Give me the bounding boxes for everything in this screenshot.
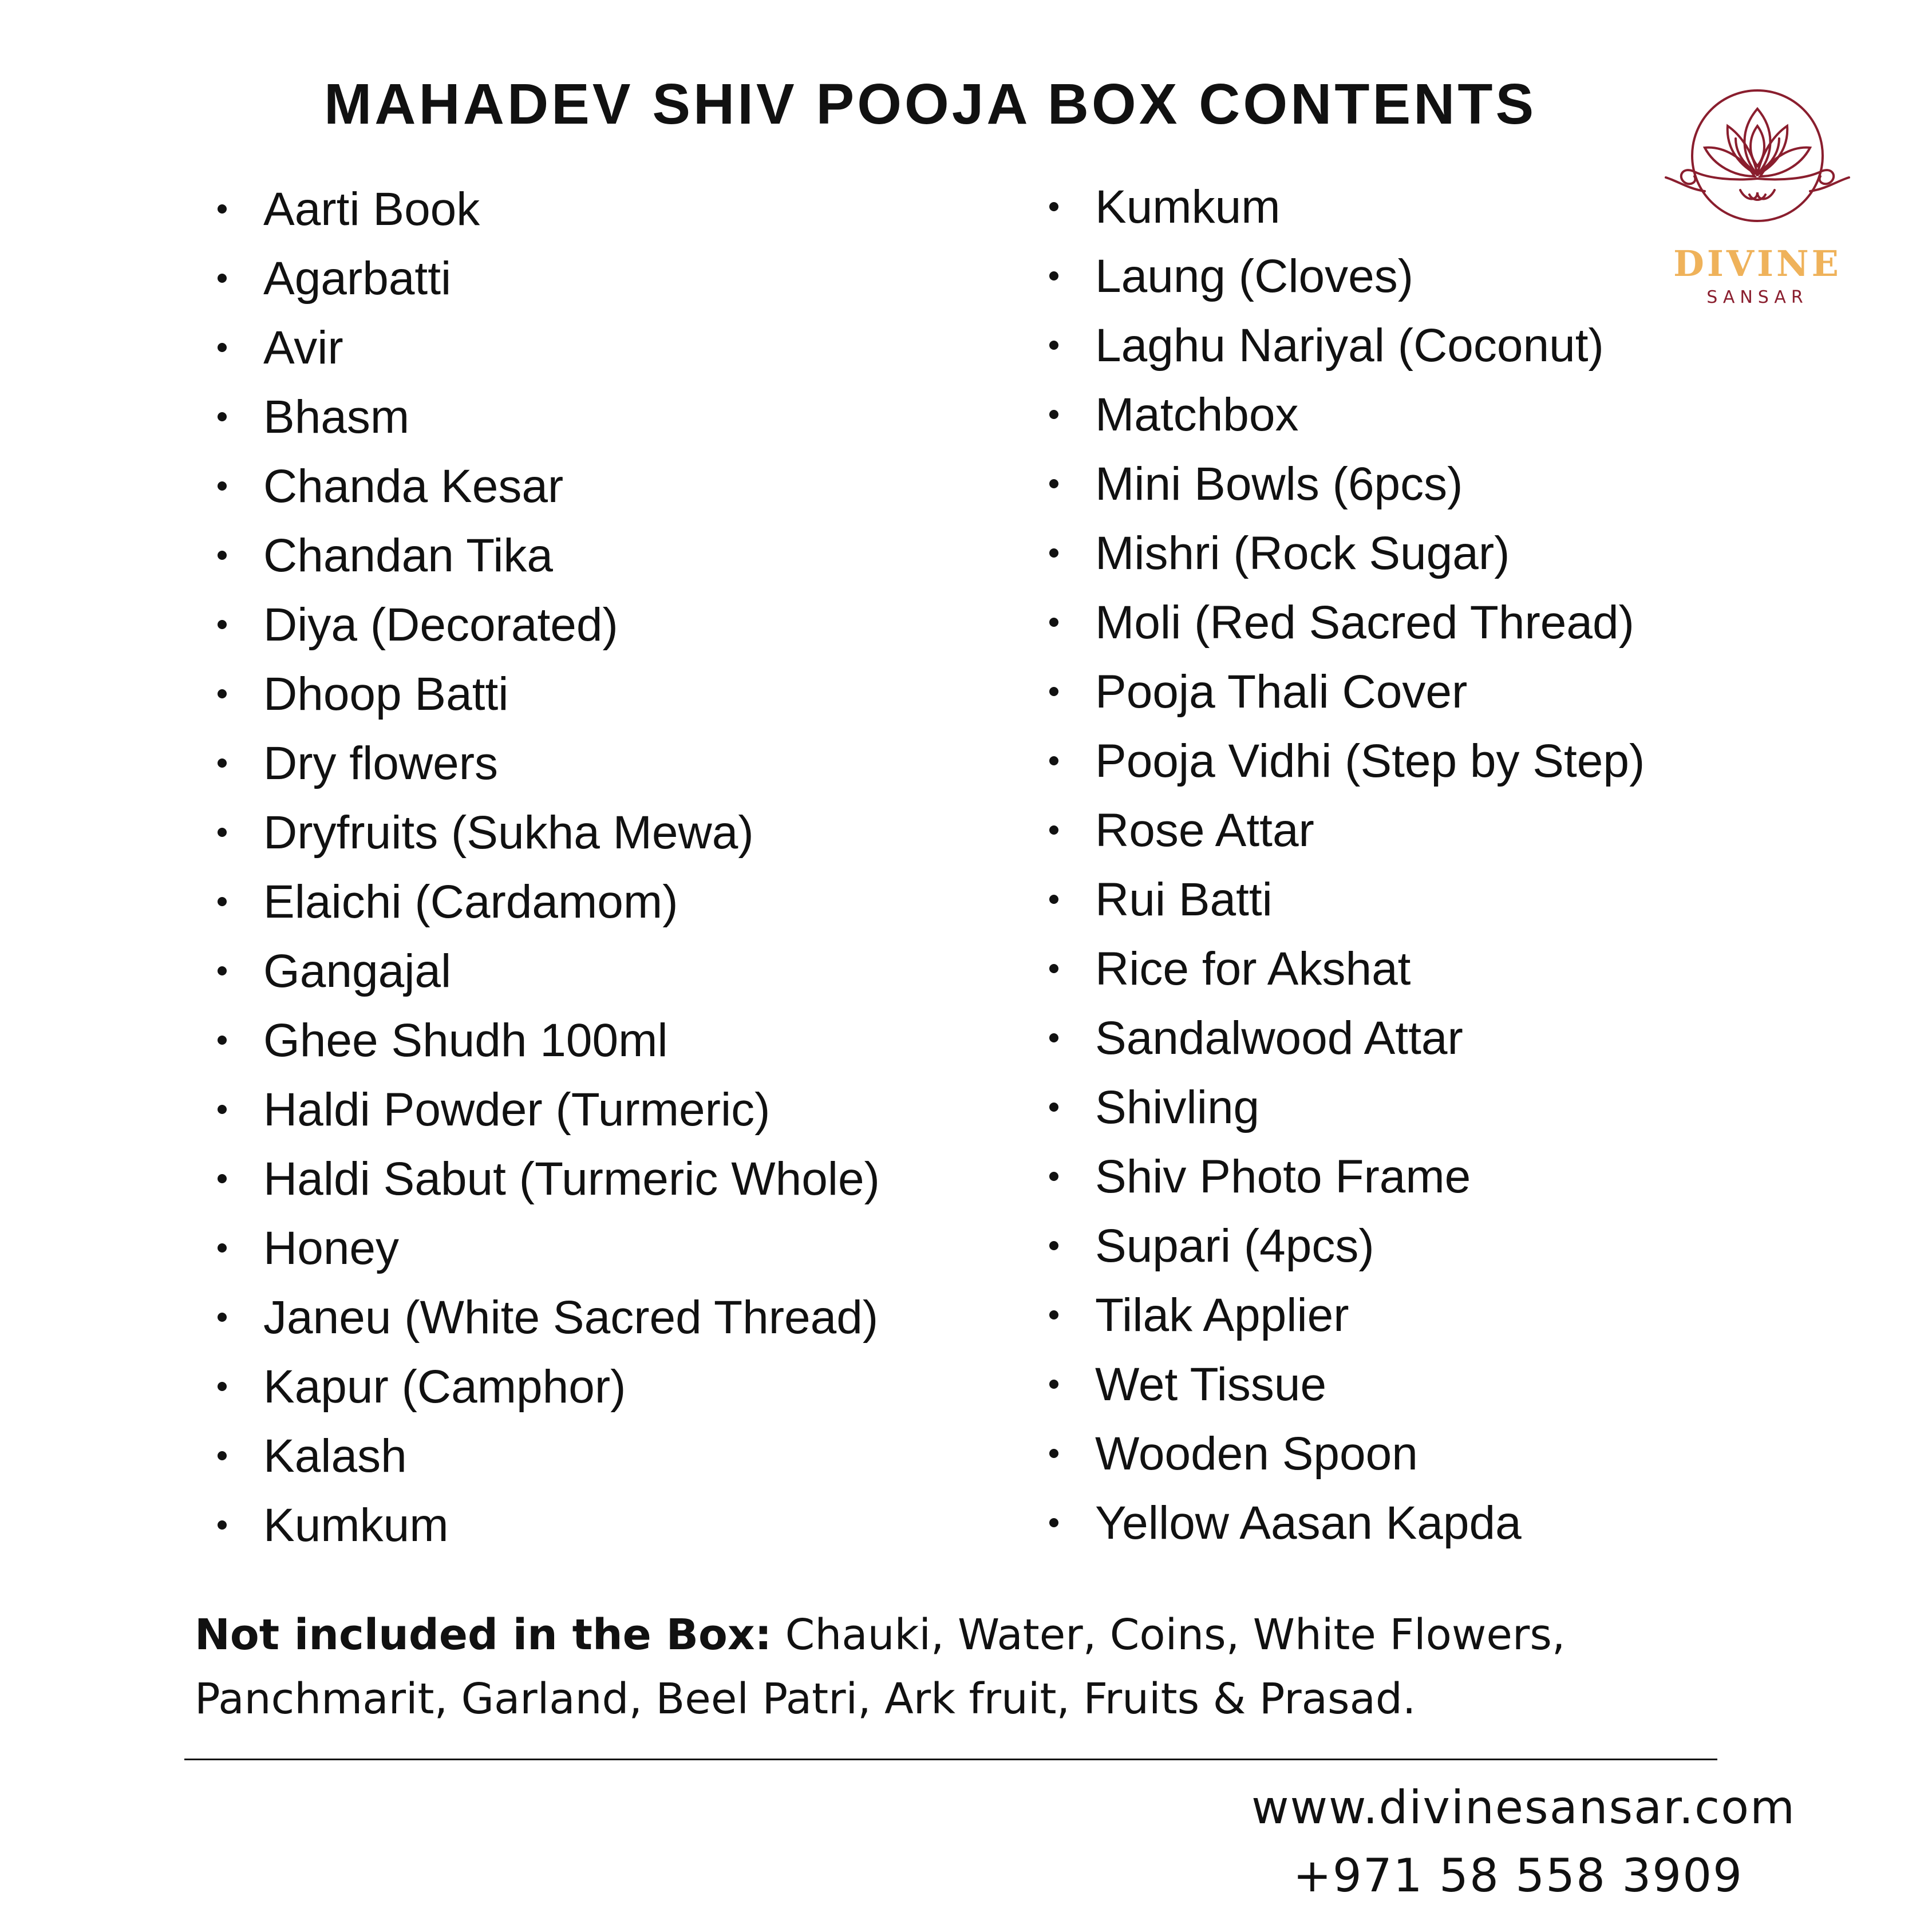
list-item: Diya (Decorated) [218, 590, 880, 659]
list-item: Kapur (Camphor) [218, 1352, 880, 1421]
list-item: Yellow Aasan Kapda [1049, 1488, 1645, 1558]
list-item: Shivling [1049, 1073, 1645, 1142]
list-item: Dhoop Batti [218, 659, 880, 729]
list-item: Gangajal [218, 937, 880, 1006]
list-item: Moli (Red Sacred Thread) [1049, 588, 1645, 657]
list-item: Ghee Shudh 100ml [218, 1006, 880, 1075]
list-item: Haldi Powder (Turmeric) [218, 1075, 880, 1144]
list-item: Chandan Tika [218, 521, 880, 590]
brand-name-divine: DIVINE [1673, 243, 1842, 285]
not-included-text: Chauki, Water, Coins, White Flowers, Panchmarit, Garland, Beel Patri, Ark fruit, Fruits & Prasad. [195, 1610, 1566, 1724]
list-item: Rose Attar [1049, 796, 1645, 865]
list-item: Bhasm [218, 382, 880, 452]
not-included-note [195, 1603, 1740, 1731]
list-item: Sandalwood Attar [1049, 1003, 1645, 1073]
list-item: Pooja Vidhi (Step by Step) [1049, 726, 1645, 796]
list-item: Mini Bowls (6pcs) [1049, 449, 1645, 519]
brand-name-sansar: SANSAR [1706, 287, 1808, 307]
contents-list-right [1049, 172, 1645, 1558]
list-item: Aarti Book [218, 175, 880, 244]
list-item: Shiv Photo Frame [1049, 1142, 1645, 1211]
list-item: Dryfruits (Sukha Mewa) [218, 798, 880, 867]
divider [184, 1759, 1717, 1760]
list-item: Kalash [218, 1421, 880, 1491]
list-item: Kumkum [1049, 172, 1645, 242]
list-item: Supari (4pcs) [1049, 1211, 1645, 1281]
list-item: Chanda Kesar [218, 452, 880, 521]
list-item: Agarbatti [218, 244, 880, 313]
list-item: Wet Tissue [1049, 1350, 1645, 1419]
website-link[interactable]: www.divinesansar.com [1251, 1781, 1796, 1834]
list-item: Rui Batti [1049, 865, 1645, 934]
list-item: Tilak Applier [1049, 1281, 1645, 1350]
list-item: Honey [218, 1214, 880, 1283]
brand-logo [1654, 80, 1860, 321]
list-item: Janeu (White Sacred Thread) [218, 1283, 880, 1352]
list-item: Dry flowers [218, 729, 880, 798]
list-item: Pooja Thali Cover [1049, 657, 1645, 726]
list-item: Laghu Nariyal (Coconut) [1049, 311, 1645, 380]
list-item: Mishri (Rock Sugar) [1049, 519, 1645, 588]
list-item: Wooden Spoon [1049, 1419, 1645, 1488]
list-item: Matchbox [1049, 380, 1645, 449]
lotus-icon [1654, 80, 1860, 240]
list-item: Kumkum [218, 1491, 880, 1560]
contents-list-left [218, 175, 880, 1560]
list-item: Rice for Akshat [1049, 934, 1645, 1003]
phone-number[interactable]: +971 58 558 3909 [1293, 1849, 1743, 1902]
list-item: Laung (Cloves) [1049, 242, 1645, 311]
list-item: Avir [218, 313, 880, 382]
not-included-label: Not included in the Box: [195, 1610, 772, 1660]
page-title: MAHADEV SHIV POOJA BOX CONTENTS [324, 72, 1537, 136]
list-item: Elaichi (Cardamom) [218, 867, 880, 937]
list-item: Haldi Sabut (Turmeric Whole) [218, 1144, 880, 1214]
